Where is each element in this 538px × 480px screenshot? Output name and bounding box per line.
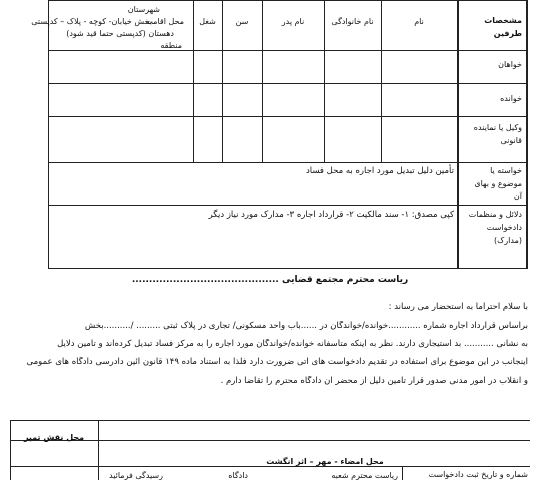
table-line <box>48 83 528 84</box>
footer-line <box>98 420 99 480</box>
table-line <box>48 116 528 117</box>
court-label: دادگاه <box>228 471 248 480</box>
table-line <box>48 50 528 51</box>
header-residence-detail: بخش خیابان- کوچه - پلاک – کدپستی <box>31 17 152 26</box>
table-line <box>48 0 49 268</box>
body-line: براساس قرارداد اجاره شماره ............خوانده/خواندگان در ......باب واحد مسکونی/ تجاری در پلاک ثبتی ......... /..........بخش <box>84 321 528 331</box>
header-job: شغل <box>199 17 216 26</box>
header-parties: مشخصات طرفین <box>484 16 522 38</box>
row-label-attorney: وکیل یا نماینده قانونی <box>473 123 522 145</box>
court-branch-label: ریاست محترم شعبه <box>331 471 398 480</box>
header-residence-detail: منطقه <box>160 41 182 50</box>
row-label-evidence: دلائل و منظمات دادخواست (مدارک) <box>468 210 522 245</box>
footer-line <box>10 420 530 421</box>
table-line <box>48 268 528 269</box>
row-label-claim: خواسته یا موضوع و بهای آن <box>474 166 522 201</box>
header-residence-detail: دهستان (کدپستی حتما قید شود) <box>66 29 174 38</box>
footer-line <box>10 420 11 480</box>
table-line <box>48 162 528 163</box>
header-residence: محل اقامت <box>145 17 184 26</box>
body-greeting: با سلام احتراماً به استحضار می رساند : <box>388 302 528 312</box>
referral-label: رسیدگی فرمائید <box>109 471 163 480</box>
table-line <box>526 0 528 268</box>
court-title: ریاست محترم مجتمع قضایی ........................................... <box>131 275 409 285</box>
header-father-name: نام پدر <box>281 17 305 26</box>
registration-label: شماره و تاریخ ثبت دادخواست <box>428 470 528 479</box>
header-age: سن <box>235 17 249 26</box>
body-line: اینجانب در این موضوع برای استفاده در تقدیم دادخواست های آتی ضرورت دارد فلذا به استناد ماده ۱۴۹ قانون آئین دادرسی دادگاه های عمومی <box>26 357 528 367</box>
evidence-text: کپی مصدق: ۱- سند مالکیت ۲- قرارداد اجاره ۳- مدارک مورد نیاز دیگر <box>208 210 454 220</box>
table-line <box>457 0 459 268</box>
header-residence-detail: شهرستان <box>127 5 160 14</box>
table-line <box>48 0 528 1</box>
footer-line <box>402 466 403 480</box>
signature-label: محل امضاء - مهر – اثر انگشت <box>266 457 384 466</box>
row-label-plaintiff: خواهان <box>498 60 522 69</box>
claim-text: تأمین دلیل تبدیل مورد اجاره به محل فساد <box>305 166 454 176</box>
body-line: و انقلاب در امور مدنی صدور قرار تأمین دلیل از محضر آن دادگاه محترم را تقاضا دارم . <box>220 376 528 386</box>
stamp-label: محل نقش تمبر <box>23 433 85 442</box>
header-family-name: نام خانوادگی <box>331 17 374 26</box>
body-line: به نشانی ........... بد استیجاری دارند. نظر به اینکه متأسفانه خوانده/خواندگان مورد اجاره را به مرکز فساد تبدیل کرده‌اند و تأمین دلایل <box>57 339 528 349</box>
table-line <box>48 205 528 206</box>
header-name: نام <box>414 17 424 26</box>
row-label-defendant: خوانده <box>500 94 522 103</box>
